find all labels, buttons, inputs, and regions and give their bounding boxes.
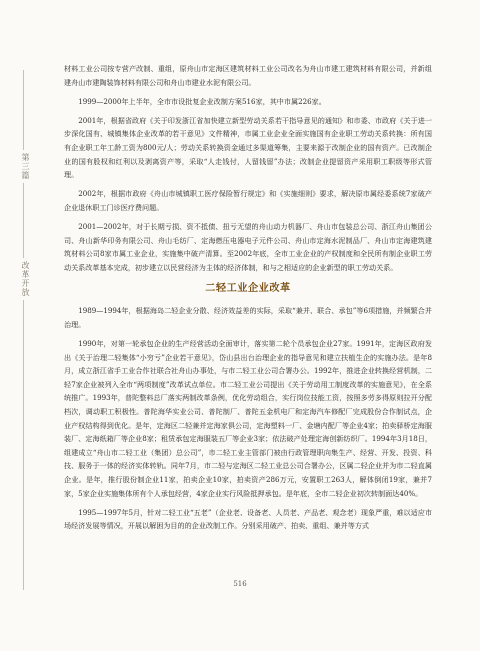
- body-paragraph: 2002年，根据市政府《舟山市城镇职工医疗保险暂行规定》和《实施细则》要求，解决原市属经委系统7家破产企业退休职工门诊医疗费问题。: [64, 189, 432, 212]
- main-content: [64, 62, 432, 538]
- body-paragraph: 1995—1997年5月，针对二轻工业“五老”（企业老、设备老、人员老、产品老、观念老）现象严重，难以适应市场经济发展等情况，开展以解困为目的的企业改制工作。分别采用破产、拍卖、重组、兼并等方式: [64, 507, 432, 531]
- chapter-subtitle: 改革开放: [16, 258, 30, 300]
- body-paragraph: 2001年，根据省政府《关于印发浙江省加快建立新型劳动关系若干指导意见的通知》和市委、市政府《关于进一步深化国有、城镇集体企业改革的若干意见》文件精神，市属工业企业全面实施国有企业职工劳动关系转换：所有国有企业职工年工龄工资为800元/人；劳动关系转换资金通过多渠道筹集，主要来源于改制企业的国有资产。已改制企业的国有股权和红利以及剥离资产等，采取“人走钱付，人留钱留”办法；改制企业提留资产采用职工职级等形式管理。: [64, 115, 432, 180]
- paragraphs-before-section: [64, 62, 432, 274]
- side-divider-line: [23, 70, 24, 590]
- body-paragraph: 材料工业公司按专营产改制、重组，原舟山市定海区建筑材料工业公司改名为舟山市建工建筑材料有限公司，并新组建舟山市建陶装饰材料有限公司和舟山市建业水泥有限公司。: [64, 64, 432, 87]
- paragraphs-after-section: [64, 304, 432, 533]
- body-paragraph: 1990年，对第一轮承包企业的生产经营活动全面审计，落实第二轮个员承包企业27家。1991年，定海区政府发出《关于治理二轻集体“小穷亏”企业若干意见》，岱山县出台治理企业的指导意见和建立扶植生企的实施办法。是年8月，成立浙江省手工业合作社联合社舟山办事处，与市二轻工业公司合署办公。1992年，推进企业转换经营机制，二轻7家企业被列入全市“两项制度”改革试点单位。市二轻工业公司提出《关于劳动用工制度改革的实施意见》，在全系统推广。1993年，普陀整料总厂落实两制改革条例，优化劳动组合，实行岗位技能工资，按照多劳多得原则拉开分配档次，调动职工积极性。普陀海华实业公司、普陀制厂、普陀五金机电厂和定海汽车修配厂完成股份合作制试点，企业产权结构得到优化。是年，定海区二轻兼并定海家俱公司，定海塑料一厂、金塘内配厂等企业4家；拍卖驿桥定海服装厂、定海纸箱厂等企业8家；租赁承包定海服装五厂等企业3家；依法破产处理定海创新纺织厂。1994年3月18日，组建成立“舟山市二轻工业（集团）总公司”，市二轻工业主管部门被由行政管理职向集生产、经营、开发、投资、科技、服务于一体的经济实体转轨。同年7月，市二轻与定海区二轻工业总公司合署办公，区属二轻企业并为市二轻直属企业。是年，推行股份制企业11家，拍卖企业10家，拍卖资产286万元，安置职工263人，解体倒闭19家，兼并7家，5家企业实施集体所有个人承包经营，4家企业实行风险抵押承包。是年底，全市二轻企业初次转制面达40%。: [64, 339, 432, 498]
- page-number: 516: [233, 580, 247, 588]
- section-title: 二轻工业企业改革: [205, 282, 291, 295]
- body-paragraph: 1989—1994年，根据海岛二轻企业分散、经济效益差的实际，采取“兼并、联合、承包”等6项措施，并频繁合并治理。: [64, 306, 432, 329]
- body-paragraph: 2001—2002年，对于长期亏损、资不抵债、扭亏无望的舟山动力机器厂、舟山市包装总公司、浙江舟山集团公司、舟山新华印务有限公司、舟山毛纺厂、定海燃压电器电子元件公司、舟山市定海水泥制品厂、舟山市定海建筑建筑材料公司8家市属工业企业，实施集中破产清算。至2002年底，全市工业企业的产权制度和全民所有制企业职工劳动关系改革基本完成，初步建立以民营经济为主体的经济体制，和与之相适应的企业新型的职工劳动关系。: [64, 221, 432, 272]
- body-paragraph: 1999—2000年上半年，全市市设批复企业改制方案516家，其中市属226家。: [78, 96, 326, 106]
- chapter-label: 第三篇: [16, 150, 30, 183]
